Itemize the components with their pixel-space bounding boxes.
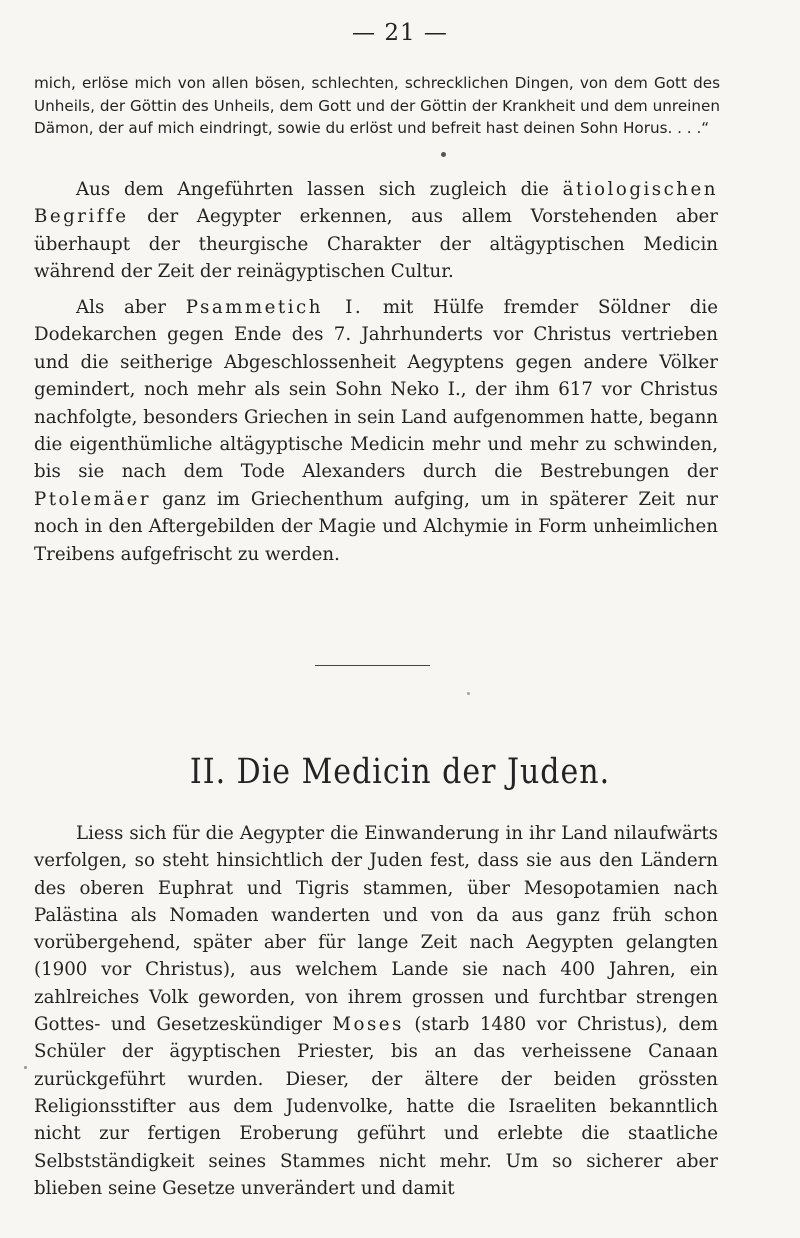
page-number: — 21 —: [352, 20, 448, 46]
spaced-emphasis: Moses: [332, 1014, 404, 1036]
spaced-emphasis: ätiologischen Begriffe: [34, 179, 718, 228]
spaced-emphasis: Psammetich I.: [185, 297, 364, 318]
paragraph-text: [34, 176, 718, 286]
spaced-emphasis: Ptolemäer: [34, 488, 152, 510]
text-run: (starb 1480 vor Christus), dem Schüler der ägyptischen Priester, bis an das verheissene Canaan zurückgeführt wurden. Dieser, der ältere der beiden grössten Religionsstifter aus dem Judenvolke, hatte die Israeliten bekanntlich nicht zur fertigen Eroberung geführt und erlebte die staatliche Selbstständigkeit seines Stammes nicht mehr. Um so sicherer aber blieben seine Gesetze unverändert und damit: [34, 1014, 718, 1199]
text-run: mit Hülfe fremder Söldner die Dodekarchen gegen Ende des 7. Jahrhunderts vor Christus vertrieben und die seitherige Abgeschlossenheit Aegyptens gegen andere Völker gemindert, noch mehr als sein Sohn Neko I., der ihm 617 vor Christus nachfolgte, besonders Griechen in sein Land aufgenommen hatte, begann die eigenthümliche altägyptische Medicin mehr und mehr zu schwinden, bis sie nach dem Tode Alexanders durch die Bestrebungen der: [34, 297, 718, 483]
text-run: Als aber: [76, 297, 186, 318]
paragraph-text: [34, 820, 718, 1202]
text-run: ganz im Griechenthum aufging, um in späterer Zeit nur noch in den Aftergebilden der Magie und Alchymie in Form unheimlichen Treibens aufgefrischt zu werden.: [34, 488, 718, 565]
chapter-title: II. Die Medicin der Juden.: [189, 752, 611, 793]
paragraph-psammetich: [34, 294, 718, 568]
text-run: der Aegypter erkennen, aus allem Vorstehenden aber überhaupt der theurgische Charakter der altägyptischen Medicin während der Zeit der reinägyptischen Cultur.: [34, 206, 718, 283]
ink-speck: [467, 692, 470, 695]
paragraph-juden: [34, 820, 718, 1202]
section-divider: [315, 665, 430, 666]
text-run: Liess sich für die Aegypter die Einwanderung in ihr Land nilaufwärts verfolgen, so steht hinsichtlich der Juden fest, dass sie aus den Ländern des oberen Euphrat und Tigris stammen, über Mesopotamien nach Palästina als Nomaden wanderten und von da aus ganz früh schon vorübergehend, später aber für lange Zeit nach Aegypten gelangten (1900 vor Christus), aus welchem Lande sie nach 400 Jahren, ein zahlreiches Volk geworden, von ihrem grossen und furchtbar strengen Gottes- und Gesetzeskündiger: [34, 823, 718, 1036]
paragraph-text: [34, 294, 718, 568]
ink-speck: [24, 1066, 27, 1069]
paragraph-aetiology: [34, 176, 718, 286]
ink-speck: [441, 152, 446, 157]
text-run: Aus dem Angeführten lassen sich zugleich die: [76, 179, 563, 200]
quote-paragraph: mich, erlöse mich von allen bösen, schlechten, schrecklichen Dingen, von dem Gott des Unheils, der Göttin des Unheils, dem Gott und der Göttin der Krankheit und dem unreinen Dämon, der auf mich eindringt, sowie du erlöst und befreit hast deinen Sohn Horus. . . .“: [34, 74, 720, 137]
